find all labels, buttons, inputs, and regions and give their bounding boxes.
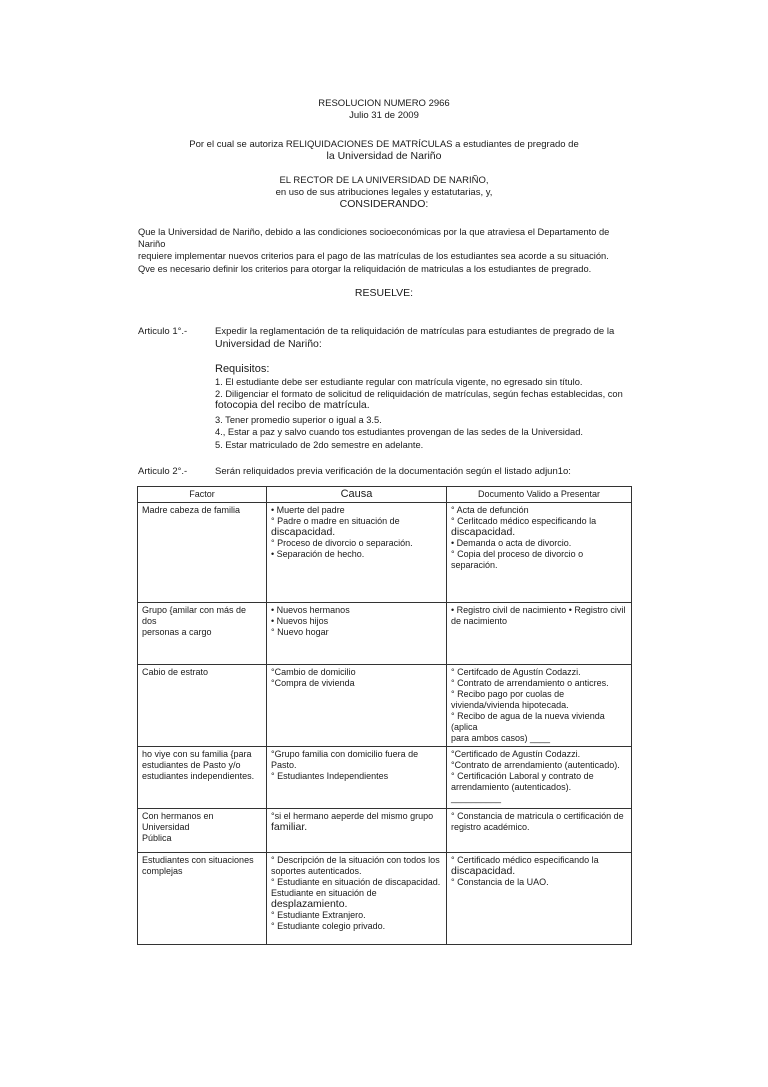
subject-line-1: Por el cual se autoriza RELIQUIDACIONES DE MATRÍCULAS a estudiantes de pregrado de bbox=[189, 139, 579, 150]
cell-line: ho viye con su familia {para bbox=[142, 749, 252, 759]
causa-cell bbox=[267, 747, 447, 809]
cell-line: discapacidad. bbox=[451, 526, 516, 538]
cell-line: ° Certificado médico especificando la bbox=[451, 855, 599, 865]
requirement-5: 5. Estar matriculado de 2do semestre en adelante. bbox=[215, 440, 424, 450]
consideration-1: Que la Universidad de Nariño, debido a las condiciones socioeconómicas por la que atraviesa el Departamento de Nariño requiere implementar nuevos criterios para el pago de las matrículas de los estudiantes sea acorde a su situación. bbox=[138, 227, 610, 261]
table-row bbox=[138, 853, 632, 945]
cell-line: para ambos casos) ____ bbox=[451, 733, 551, 743]
header-factor: Factor bbox=[138, 487, 267, 503]
factor-cell bbox=[138, 853, 267, 945]
header-causa: Causa bbox=[267, 487, 447, 503]
cell-line: estudiantes independientes. bbox=[142, 771, 255, 781]
causa-cell bbox=[267, 503, 447, 603]
documento-cell bbox=[447, 665, 632, 747]
cell-line: • Demanda o acta de divorcio. bbox=[451, 538, 572, 548]
cell-line: ° Proceso de divorcio o separación. bbox=[271, 538, 413, 548]
cell-line: arrendamiento (autenticados). bbox=[451, 782, 572, 792]
subject-line-2: la Universidad de Nariño bbox=[326, 150, 442, 162]
cell-line: ° Estudiantes Independientes bbox=[271, 771, 389, 781]
table-row bbox=[138, 747, 632, 809]
considering-heading: CONSIDERANDO: bbox=[339, 198, 429, 210]
documento-cell bbox=[447, 747, 632, 809]
consideration-2: Qve es necesario definir los criterios para otorgar la reliquidación de matriculas a los estudiantes de pregrado. bbox=[138, 264, 592, 274]
factor-cell bbox=[138, 809, 267, 853]
cell-line: ° Estudiante en situación de discapacidad. bbox=[271, 877, 441, 887]
cell-line: Con hermanos en Universidad bbox=[142, 811, 214, 832]
requirement-1: 1. El estudiante debe ser estudiante regular con matrícula vigente, no egresado sin título. bbox=[215, 377, 583, 387]
table-row bbox=[138, 809, 632, 853]
cell-line: ° Constancia de la UAO. bbox=[451, 877, 549, 887]
causa-cell bbox=[267, 665, 447, 747]
resolution-title: RESOLUCION NUMERO 2966 bbox=[318, 98, 450, 109]
cell-line: ° Estudiante colegio privado. bbox=[271, 921, 386, 931]
resolves-heading: RESUELVE: bbox=[354, 287, 414, 299]
cell-line: °Grupo familia con domicilio fuera de bbox=[271, 749, 419, 759]
documentation-table bbox=[137, 486, 632, 945]
cell-line: • Nuevos hermanos bbox=[271, 605, 350, 615]
cell-line: Grupo {amilar con más de dos bbox=[142, 605, 247, 626]
article-1-text: Expedir la reglamentación de ta reliquidación de matrículas para estudiantes de pregrado de la Universidad de Nariño: bbox=[215, 326, 615, 350]
article-2-text: Serán reliquidados previa verificación de la documentación según el listado adjun1o: bbox=[215, 466, 571, 477]
causa-cell bbox=[267, 809, 447, 853]
cell-line: ° Descripción de la situación con todos los bbox=[271, 855, 440, 865]
documento-cell bbox=[447, 503, 632, 603]
cell-line: personas a cargo bbox=[142, 627, 212, 637]
requirement-4: 4., Estar a paz y salvo cuando tos estudiantes provengan de las sedes de la Universidad. bbox=[215, 427, 583, 437]
header-documento: Documento Valido a Presentar bbox=[447, 487, 632, 503]
cell-line: °Contrato de arrendamiento (autenticado). bbox=[451, 760, 620, 770]
causa-cell bbox=[267, 603, 447, 665]
cell-line: ° Cerlitcado médico especificando la bbox=[451, 516, 597, 526]
cell-line: °Certificado de Agustín Codazzi. bbox=[451, 749, 581, 759]
table-header-row bbox=[138, 487, 632, 503]
requirements-title: Requisitos: bbox=[215, 363, 270, 375]
cell-line: discapacidad. bbox=[271, 526, 336, 538]
table-row bbox=[138, 503, 632, 603]
cell-line: ° Nuevo hogar bbox=[271, 627, 329, 637]
table-row bbox=[138, 603, 632, 665]
authority-line-1: EL RECTOR DE LA UNIVERSIDAD DE NARIÑO, bbox=[279, 175, 489, 186]
article-2-label: Articulo 2°.- bbox=[138, 466, 188, 477]
causa-cell bbox=[267, 853, 447, 945]
resolution-date: Julio 31 de 2009 bbox=[349, 110, 419, 121]
cell-line: °Cambio de domicilio bbox=[271, 667, 356, 677]
cell-line: °Compra de vivienda bbox=[271, 678, 355, 688]
cell-line: ° Certificación Laboral y contrato de bbox=[451, 771, 594, 781]
cell-line: soportes autenticados. bbox=[271, 866, 362, 876]
cell-line: vivienda/vivienda hipotecada. bbox=[451, 700, 569, 710]
factor-cell bbox=[138, 603, 267, 665]
cell-line: Estudiantes con situaciones bbox=[142, 855, 254, 865]
cell-line: ° Certifcado de Agustín Codazzi. bbox=[451, 667, 581, 677]
cell-line: Madre cabeza de familia bbox=[142, 505, 241, 515]
cell-line: Pública bbox=[142, 833, 172, 843]
cell-line: Pasto. bbox=[271, 760, 297, 770]
cell-line: ° Padre o madre en situación de bbox=[271, 516, 400, 526]
cell-line: ° Acta de defunción bbox=[451, 505, 529, 515]
cell-line: discapacidad. bbox=[451, 865, 516, 877]
documento-cell bbox=[447, 809, 632, 853]
factor-cell bbox=[138, 665, 267, 747]
requirement-2: 2. Diligenciar el formato de solicitud de reliquidación de matrículas, según fechas establecidas, con fotocopia del recibo de matrícula. bbox=[215, 389, 623, 411]
cell-line: Cabio de estrato bbox=[142, 667, 209, 677]
cell-line: ° Recibo de agua de la nueva vivienda (aplica bbox=[451, 711, 605, 732]
cell-line: • Nuevos hijos bbox=[271, 616, 329, 626]
cell-line: °si el hermano aeperde del mismo grupo bbox=[271, 811, 434, 821]
cell-line: ° Estudiante Extranjero. bbox=[271, 910, 366, 920]
factor-cell bbox=[138, 503, 267, 603]
cell-line: • Registro civil de nacimiento • Registro civil bbox=[451, 605, 626, 615]
cell-line: de nacimiento bbox=[451, 616, 508, 626]
cell-line: estudiantes de Pasto y/o bbox=[142, 760, 241, 770]
cell-line: • Separación de hecho. bbox=[271, 549, 365, 559]
cell-line: registro académico. bbox=[451, 822, 530, 832]
cell-line: ° Copia del proceso de divorcio o separación. bbox=[451, 549, 584, 570]
factor-cell bbox=[138, 747, 267, 809]
table-row bbox=[138, 665, 632, 747]
cell-line: complejas bbox=[142, 866, 183, 876]
cell-line: • Muerte del padre bbox=[271, 505, 345, 515]
cell-line: desplazamiento. bbox=[271, 898, 348, 910]
table-body bbox=[138, 503, 632, 945]
cell-line: ° Constancia de matricula o certificación de bbox=[451, 811, 624, 821]
cell-line: ° Contrato de arrendamiento o anticres. bbox=[451, 678, 609, 688]
documento-cell bbox=[447, 603, 632, 665]
cell-line: Estudiante en situación de bbox=[271, 888, 377, 898]
cell-line: familiar. bbox=[271, 821, 308, 833]
cell-line: ° Recibo pago por cuolas de bbox=[451, 689, 565, 699]
requirement-3: 3. Tener promedio superior o igual a 3.5. bbox=[215, 415, 382, 425]
authority-line-2: en uso de sus atribuciones legales y estatutarias, y, bbox=[275, 187, 493, 198]
documento-cell bbox=[447, 853, 632, 945]
cell-line: __________ bbox=[451, 793, 502, 803]
article-1-label: Articulo 1°.- bbox=[138, 326, 188, 337]
